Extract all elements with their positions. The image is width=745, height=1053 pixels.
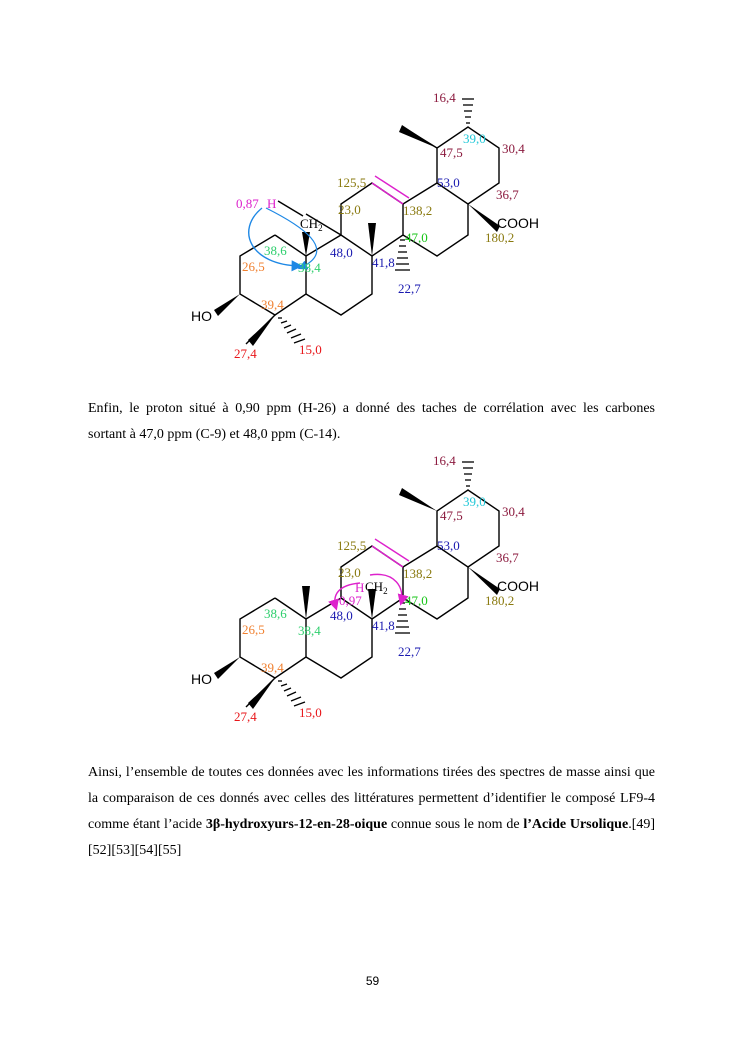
label-39-0: 39,0 xyxy=(463,131,486,146)
label-23-0: 23,0 xyxy=(338,565,361,580)
label-15-0: 15,0 xyxy=(299,705,322,720)
label-180-2: 180,2 xyxy=(485,230,515,245)
label-53-0: 53,0 xyxy=(437,175,460,190)
label-38-4: 38,4 xyxy=(298,260,321,275)
paragraph-conclusion xyxy=(88,760,655,864)
label-47-5: 47,5 xyxy=(440,508,463,523)
label-39-4: 39,4 xyxy=(261,297,284,312)
page-number: 59 xyxy=(365,974,380,988)
label-26-5: 26,5 xyxy=(242,622,265,637)
label-53-0: 53,0 xyxy=(437,538,460,553)
label-h: H xyxy=(355,580,365,595)
label-27-4: 27,4 xyxy=(234,709,257,724)
label-38-6: 38,6 xyxy=(264,243,287,258)
figure-2 xyxy=(0,443,745,733)
label-138-2: 138,2 xyxy=(403,566,433,581)
label-41-8: 41,8 xyxy=(372,255,395,270)
label-36-7: 36,7 xyxy=(496,187,519,202)
label-125-5: 125,5 xyxy=(337,175,367,190)
label-27-4: 27,4 xyxy=(234,346,257,361)
label-38-4: 38,4 xyxy=(298,623,321,638)
label-16-4: 16,4 xyxy=(433,453,456,468)
references: .[49][52][53][54][55] xyxy=(88,817,656,858)
paragraph-hmbc-h26 xyxy=(88,396,655,448)
label-47-0: 47,0 xyxy=(405,230,428,245)
label-15-0: 15,0 xyxy=(299,342,322,357)
label-22-7: 22,7 xyxy=(398,281,421,296)
label-23-0: 23,0 xyxy=(338,202,361,217)
label-138-2: 138,2 xyxy=(403,203,433,218)
label-39-0: 39,0 xyxy=(463,494,486,509)
label-22-7: 22,7 xyxy=(398,644,421,659)
label-30-4: 30,4 xyxy=(502,504,525,519)
compound-common-name: l’Acide Ursolique xyxy=(523,817,629,832)
label-h: H xyxy=(267,196,277,211)
label-125-5: 125,5 xyxy=(337,538,367,553)
paragraph-1-line-2: sortant à 47,0 ppm (C-9) et 48,0 ppm (C-14). xyxy=(88,427,341,442)
label-30-4: 30,4 xyxy=(502,141,525,156)
label-26-5: 26,5 xyxy=(242,259,265,274)
label-39-4: 39,4 xyxy=(261,660,284,675)
figure-1 xyxy=(0,80,745,370)
conclusion-text-2: connue sous le nom de xyxy=(387,817,524,832)
label-h-shift: 0,97 xyxy=(339,593,362,608)
label-47-5: 47,5 xyxy=(440,145,463,160)
label-36-7: 36,7 xyxy=(496,550,519,565)
label-ch2: $CH_2$ xyxy=(365,579,388,596)
label-h-shift: 0,87 xyxy=(236,196,259,211)
label-ho: HO xyxy=(191,308,212,324)
label-cooh: COOH xyxy=(497,215,539,231)
compound-iupac-name: 3β-hydroxyurs-12-en-28-oique xyxy=(205,817,388,832)
label-cooh: COOH xyxy=(497,578,539,594)
label-38-6: 38,6 xyxy=(264,606,287,621)
label-47-0: 47,0 xyxy=(405,593,428,608)
label-48-0: 48,0 xyxy=(330,245,353,260)
label-41-8: 41,8 xyxy=(372,618,395,633)
label-48-0: 48,0 xyxy=(330,608,353,623)
label-180-2: 180,2 xyxy=(485,593,515,608)
label-16-4: 16,4 xyxy=(433,90,456,105)
ursolic-acid-structure-2 xyxy=(0,443,745,733)
ursolic-acid-structure-1 xyxy=(0,80,745,370)
label-ho: HO xyxy=(191,671,212,687)
label-ch2: $CH_2$ xyxy=(300,216,323,233)
paragraph-1-line-1: Enfin, le proton situé à 0,90 ppm (H-26) a donné des taches de corrélation avec les carbones xyxy=(88,401,655,416)
conclusion-text-1: Ainsi, l’ensemble de toutes ces données avec les informations tirées des spectres de masse ainsi que la comparaison de ces donnés avec celles des littératures permettent d’identifier le composé LF9-4 comme étant l’acide xyxy=(88,765,655,832)
